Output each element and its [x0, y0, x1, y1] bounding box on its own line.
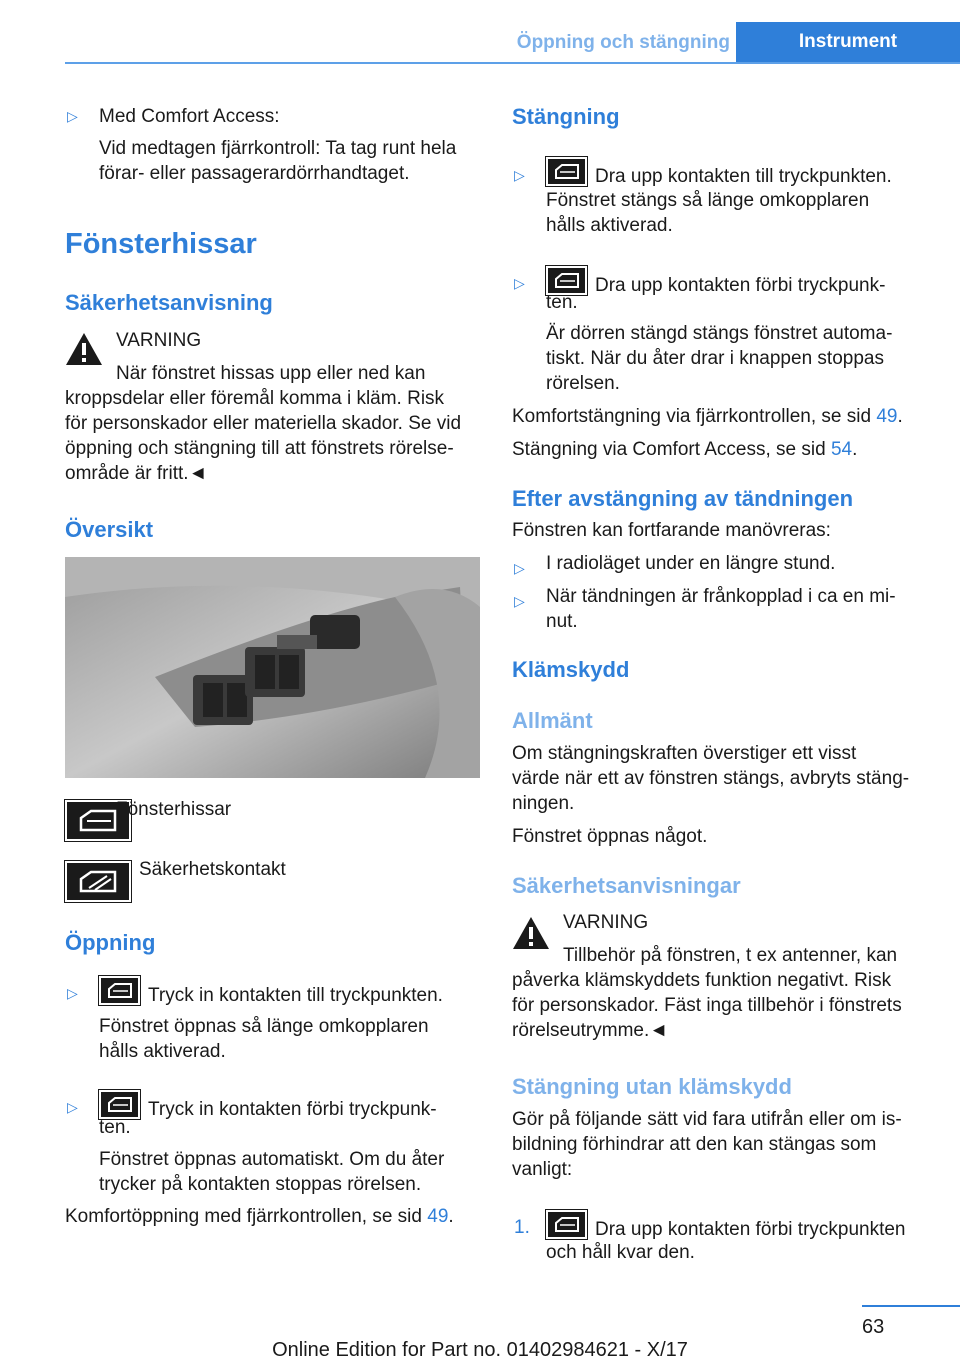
- warning-text: påverka klämskyddets funktion negativt. Risk: [512, 970, 892, 991]
- bullet-triangle-icon: ▷: [514, 275, 525, 291]
- body-text: Fönstren kan fortfarande manövreras:: [512, 520, 831, 541]
- bullet-triangle-icon: ▷: [67, 1099, 78, 1115]
- warning-text: område är fritt.◄: [65, 463, 208, 484]
- body-text: Gör på följande sätt vid fara utifrån eller om is-: [512, 1109, 902, 1130]
- bullet-triangle-icon: ▷: [514, 593, 525, 609]
- warning-text: När fönstret hissas upp eller ned kan: [116, 363, 426, 384]
- bullet-text: hålls aktiverad.: [546, 215, 673, 236]
- header-section: Öppning och stängning: [516, 32, 730, 53]
- warning-text: för personskador. Fäst inga tillbehör i fönstrets: [512, 995, 902, 1016]
- edition-footer: Online Edition for Part no. 01402984621 - X/17: [272, 1339, 688, 1361]
- bullet-text: hålls aktiverad.: [99, 1041, 226, 1062]
- bullet-text: tiskt. När du åter drar i knappen stoppas: [546, 348, 884, 369]
- body-text: Fönstret öppnas något.: [512, 826, 708, 847]
- page-link[interactable]: 49: [876, 406, 898, 427]
- section-title: Fönsterhissar: [65, 228, 257, 260]
- warning-icon: [512, 916, 550, 950]
- bullet-text: När tändningen är frånkopplad i ca en mi-: [546, 586, 896, 607]
- body-text: värde när ett av fönstren stängs, avbryts stäng-: [512, 768, 910, 789]
- warning-title: VARNING: [116, 330, 202, 351]
- bullet-text: nut.: [546, 611, 578, 632]
- bullet-triangle-icon: ▷: [67, 985, 78, 1001]
- close-step-2: Dra upp kontakten förbi tryckpunk-: [546, 266, 885, 299]
- window-switch-icon: [546, 1210, 587, 1239]
- comfort-access-text: Stängning via Comfort Access, se sid 54.: [512, 439, 858, 460]
- close-step-1: Dra upp kontakten till tryckpunkten.: [546, 157, 892, 190]
- window-switch-icon: [546, 157, 587, 186]
- page-link[interactable]: 54: [830, 439, 853, 460]
- safety-switch-icon: [65, 861, 131, 902]
- open-step-2: Tryck in kontakten förbi tryckpunk-: [99, 1090, 437, 1123]
- body-text: vanligt:: [512, 1159, 573, 1180]
- bullet-text: rörelsen.: [546, 373, 620, 394]
- bullet-text: I radioläget under en längre stund.: [546, 553, 836, 574]
- body-text: bildning förhindrar att den kan stängas som: [512, 1134, 877, 1155]
- window-switch-icon: [99, 976, 140, 1005]
- footer-rule: [862, 1305, 960, 1307]
- bullet-triangle-icon: ▷: [514, 560, 525, 576]
- bullet-text: Är dörren stängd stängs fönstret automa-: [546, 323, 893, 344]
- warning-title: VARNING: [563, 912, 649, 933]
- comfort-open-text: Komfortöppning med fjärrkontrollen, se sid 49.: [65, 1206, 454, 1227]
- bullet-text: ten.: [99, 1117, 131, 1138]
- comfort-close-text: Komfortstängning via fjärrkontrollen, se sid 49.: [512, 406, 903, 427]
- header-tab-instrument[interactable]: Instrument: [736, 22, 960, 62]
- subsection-title: Efter avstängning av tändningen: [512, 486, 854, 511]
- subsubsection-title: Stängning utan klämskydd: [512, 1074, 792, 1099]
- bullet-text: Fönstret stängs så länge omkopplaren: [546, 190, 870, 211]
- page-link[interactable]: 49: [427, 1206, 449, 1227]
- warning-text: kroppsdelar eller föremål komma i kläm. Risk: [65, 388, 445, 409]
- open-step-1: Tryck in kontakten till tryckpunkten.: [99, 976, 443, 1009]
- subsection-title: Öppning: [65, 930, 156, 955]
- warning-text: rörelseutrymme.◄: [512, 1020, 669, 1041]
- page-number: 63: [862, 1316, 885, 1338]
- bullet-text: Vid medtagen fjärrkontroll: Ta tag runt hela: [99, 138, 457, 159]
- nopinch-step-1: Dra upp kontakten förbi tryckpunkten: [546, 1210, 906, 1243]
- bullet-triangle-icon: ▷: [514, 167, 525, 183]
- bullet-text: förar- eller passagerardörrhandtaget.: [99, 163, 410, 184]
- body-text: Om stängningskraften överstiger ett visst: [512, 743, 857, 764]
- subsubsection-title: Säkerhetsanvisningar: [512, 873, 741, 898]
- bullet-text: Med Comfort Access:: [99, 106, 280, 127]
- bullet-text: ten.: [546, 292, 578, 313]
- bullet-triangle-icon: ▷: [67, 108, 78, 124]
- door-switch-photo: [65, 557, 480, 778]
- icon-label: Säkerhetskontakt: [139, 859, 286, 880]
- icon-label: Fönsterhissar: [116, 799, 232, 820]
- warning-text: Tillbehör på fönstren, t ex antenner, kan: [563, 945, 898, 966]
- bullet-text: och håll kvar den.: [546, 1242, 695, 1263]
- warning-text: för personskador eller materiella skador. Se vid: [65, 413, 462, 434]
- step-number: 1.: [514, 1217, 530, 1238]
- page-header: [65, 22, 960, 64]
- bullet-text: trycker på kontakten stoppas rörelsen.: [99, 1174, 422, 1195]
- bullet-text: Fönstret öppnas så länge omkopplaren: [99, 1016, 429, 1037]
- subsection-title: Stängning: [512, 104, 620, 129]
- subsection-title: Översikt: [65, 517, 154, 542]
- subsection-title: Klämskydd: [512, 657, 630, 682]
- warning-icon: [65, 332, 103, 366]
- subsubsection-title: Allmänt: [512, 708, 593, 733]
- bullet-text: Fönstret öppnas automatiskt. Om du åter: [99, 1149, 445, 1170]
- body-text: ningen.: [512, 793, 575, 814]
- warning-text: öppning och stängning till att fönstrets rörelse-: [65, 438, 454, 459]
- subsection-title: Säkerhetsanvisning: [65, 290, 273, 315]
